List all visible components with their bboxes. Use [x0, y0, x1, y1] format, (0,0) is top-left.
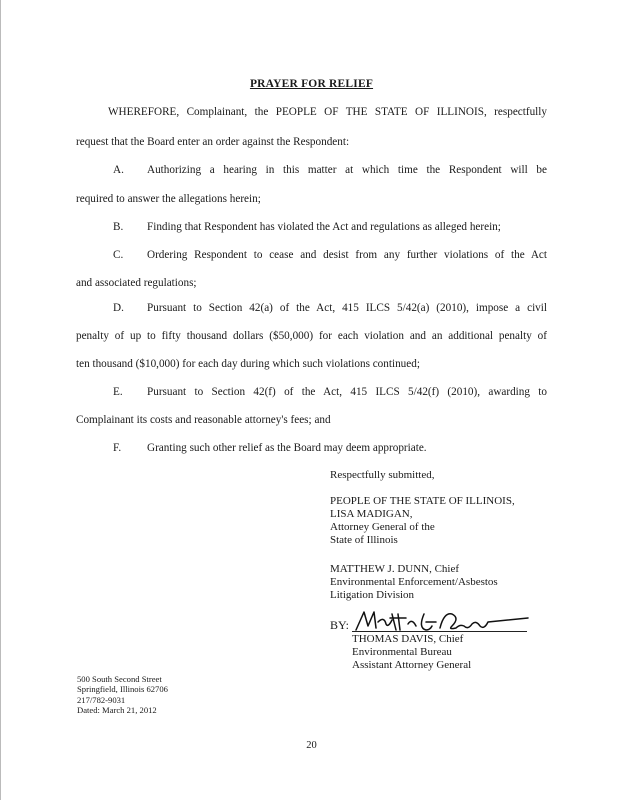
signer-line: Environmental Bureau [352, 646, 452, 658]
party-line: Attorney General of the [330, 521, 435, 533]
section-title: PRAYER FOR RELIEF [249, 78, 374, 90]
party-line: LISA MADIGAN, [330, 508, 413, 520]
signature-line [352, 631, 527, 632]
item-f-line-1: Granting such other relief as the Board may deem appropriate. [147, 442, 427, 454]
signer-line: Assistant Attorney General [352, 659, 472, 671]
item-e-line-1: Pursuant to Section 42(f) of the Act, 415 ILCS 5/42(f) (2010), awarding to [147, 386, 547, 398]
chief-line: MATTHEW J. DUNN, Chief [330, 563, 460, 575]
dated-line: Dated: March 21, 2012 [77, 705, 157, 716]
signer-block [352, 633, 471, 672]
item-d-line-3: ten thousand ($10,000) for each day during which such violations continued; [76, 358, 420, 370]
chief-line: Litigation Division [330, 589, 415, 601]
signer-line: THOMAS DAVIS, Chief [352, 633, 464, 645]
item-d-line-1: Pursuant to Section 42(a) of the Act, 415 ILCS 5/42(a) (2010), impose a civil [147, 302, 547, 314]
item-letter: A. [113, 164, 124, 176]
page-number: 20 [306, 740, 317, 751]
intro-line-1: WHEREFORE, Complainant, the PEOPLE OF THE STATE OF ILLINOIS, respectfully [108, 106, 547, 118]
party-line: PEOPLE OF THE STATE OF ILLINOIS, [330, 495, 515, 507]
item-letter: F. [113, 442, 122, 454]
address-line: Springfield, Illinois 62706 [77, 684, 168, 695]
chief-line: Environmental Enforcement/Asbestos [330, 576, 498, 588]
item-letter: D. [113, 302, 124, 314]
closing: Respectfully submitted, [330, 469, 435, 481]
intro-line-2: request that the Board enter an order against the Respondent: [76, 136, 350, 148]
item-letter: C. [113, 249, 124, 261]
by-label: BY: [330, 618, 349, 632]
item-a-line-2: required to answer the allegations herein; [76, 193, 261, 205]
item-a-line-1: Authorizing a hearing in this matter at which time the Respondent will be [147, 164, 547, 176]
scan-edge [0, 0, 1, 800]
item-letter: E. [113, 386, 123, 398]
address-line: 500 South Second Street [77, 674, 162, 684]
item-c-line-2: and associated regulations; [76, 277, 197, 289]
party-block [330, 495, 515, 547]
item-c-line-1: Ordering Respondent to cease and desist from any further violations of the Act [147, 249, 547, 261]
item-e-line-2: Complainant its costs and reasonable attorney's fees; and [76, 414, 331, 426]
party-line: State of Illinois [330, 534, 398, 546]
chief-block [330, 563, 498, 602]
item-b-line-1: Finding that Respondent has violated the Act and regulations as alleged herein; [147, 221, 501, 233]
address-block [77, 674, 168, 716]
address-line: 217/782-9031 [77, 694, 126, 705]
item-d-line-2: penalty of up to fifty thousand dollars ($50,000) for each violation and an additional penalty of [76, 330, 547, 342]
item-letter: B. [113, 221, 124, 233]
